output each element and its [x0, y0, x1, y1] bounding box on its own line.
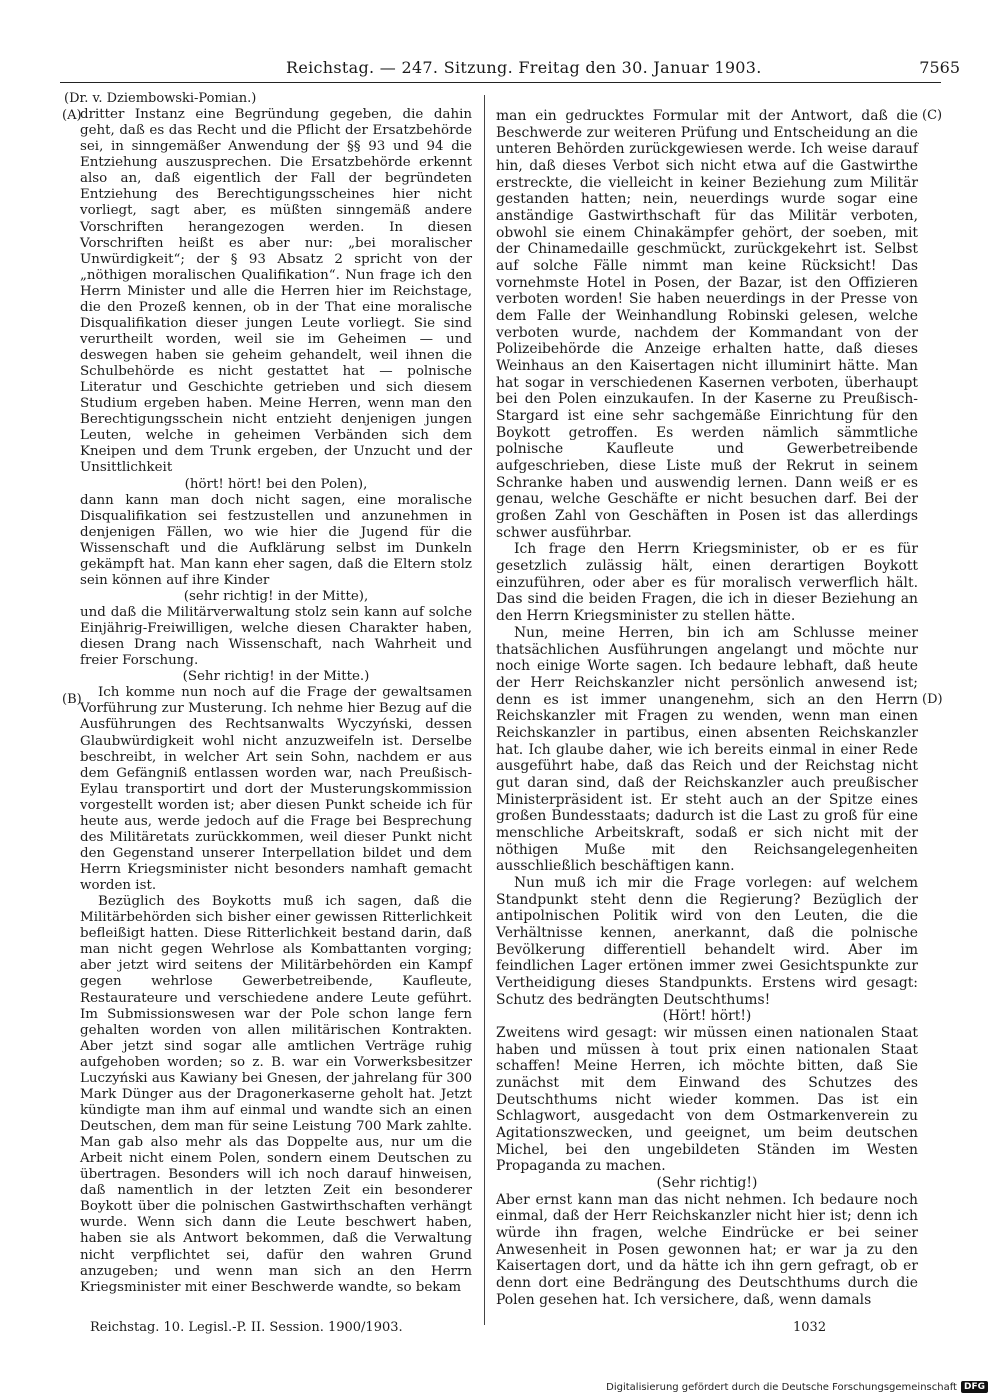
- interjection: (sehr richtig! in der Mitte),: [183, 588, 369, 604]
- paragraph: Aber ernst kann man das nicht nehmen. Ich bedaure noch einmal, daß der Herr Reichskanzler nicht hier ist; denn ich würde ihn fragen, welche Eindrücke er bei seiner Anwesenheit in Posen gewonnen hat; er war ja zu den Kaisertagen dort, und da hätte ich ihn gern gefragt, ob er denn dort eine Bedrängung des Deutschthums durch die Polen gesehen hat. Ich versichere, daß, wenn damals: [496, 1191, 918, 1308]
- page-number: 7565: [919, 58, 960, 77]
- credit-text: Digitalisierung gefördert durch die Deutsche Forschungsgemeinschaft: [606, 1381, 957, 1393]
- paragraph: dann kann man doch nicht sagen, eine moralische Disqualifikation sei festzustellen und anzunehmen in denjenigen Fällen, wo wie hier die Jugend für die Wissenschaft und die Aufklärung selbst im Dunkeln gekämpft hat. Man kann eher sagen, daß die Eltern stolz sein können auf ihre Kinder: [80, 492, 472, 588]
- footer-session-info: Reichstag. 10. Legisl.-P. II. Session. 1900/1903.: [90, 1320, 403, 1335]
- interjection: (hört! hört! bei den Polen),: [184, 476, 368, 492]
- paragraph: man ein gedrucktes Formular mit der Antwort, daß die Beschwerde zur weiteren Prüfung und Entscheidung an die unteren Behörden zurückgewiesen werde. Ich weise darauf hin, daß dieses Verbot sich nicht etwa auf die Gastwirthe erstreckte, die vielleicht in keiner Beziehung zum Militär gestanden hatten; nein, neuerdings wurde sogar eine anständige Gastwirthschaft für das Militär verboten, obwohl sie einem Chinakämpfer gehört, der soeben, mit der Chinamedaille geschmückt, zurückgekehrt ist. Selbst auf solche Fälle nimmt man keine Rücksicht! Das vornehmste Hotel in Posen, der Bazar, ist den Offizieren verboten worden! Sie haben neuerdings in der Presse von dem Falle der Weinhandlung Robinski gelesen, welche verboten wurde, nachdem der Kommandant von der Polizeibehörde die Anzeige erhalten hatte, daß dieses Weinhaus an den Kaisertagen nicht illuminirt hätte. Man hat sogar in verschiedenen Kasernen verboten, überhaupt bei den Polen einzukaufen. In der Kaserne zu Preußisch-Stargard ist eine sehr sachgemäße Einrichtung für den Boykott getroffen. Es werden nämlich sämmtliche polnische Kaufleute und Gewerbetreibende aufgeschrieben, diese Liste muß der Rekrut in seinem Schranke haben und auswendig lernen. Dann weiß er es genau, welche Geschäfte er nicht besuchen darf. Bei der großen Zahl von Geschäften in Posen ist das allerdings schwer ausführbar.: [496, 108, 918, 541]
- interjection: (Sehr richtig! in der Mitte.): [182, 669, 370, 685]
- left-column: [64, 91, 472, 1296]
- paragraph: Nun, meine Herren, bin ich am Schlusse meiner thatsächlichen Ausführungen angelangt und möchte nur noch einige Worte sagen. Ich bedaure lebhaft, daß heute der Herr Reichskanzler nicht persönlich anwesend ist; denn es ist immer unangenehm, sich an den Herrn Reichskanzler mit Fragen zu wenden, wenn man einen Reichskanzler in partibus, einen absenten Reichskanzler hat. Ich glaube daher, wie ich bereits einmal in einer Rede ausgeführt habe, daß das Reich und der Reichstag nicht gut daran sind, daß der Reichskanzler auch preußischer Ministerpräsident ist. Er steht auch an der Spitze eines großen Bundesstaats; dadurch ist die Last zu groß für eine menschliche Arbeitskraft, sodaß er sich nicht mit der nöthigen Muße mit den Reichsangelegenheiten ausschließlich beschäftigen kann.: [496, 624, 918, 875]
- page-header: [246, 58, 960, 80]
- digitization-credit: [606, 1381, 988, 1393]
- margin-letter-b: (B): [62, 692, 82, 707]
- header-title: Reichstag. — 247. Sitzung. Freitag den 30. Januar 1903.: [286, 58, 762, 77]
- margin-letter-d: (D): [922, 692, 943, 707]
- interjection: (Sehr richtig!): [656, 1175, 758, 1191]
- margin-letter-a: (A): [62, 108, 82, 123]
- right-column: [496, 108, 918, 1308]
- footer-sheet-number: 1032: [793, 1320, 827, 1335]
- paragraph: und daß die Militärverwaltung stolz sein kann auf solche Einjährig-Freiwilligen, welche diesen Charakter haben, diesen Drang nach Wissenschaft, nach Wahrheit und freier Forschung.: [80, 605, 472, 669]
- margin-letter-c: (C): [922, 108, 943, 123]
- header-rule: [60, 82, 941, 83]
- paragraph: dritter Instanz eine Begründung gegeben, die dahin geht, daß es das Recht und die Pflicht der Ersatzbehörde sei, in sinngemäßer Anwendung der §§ 93 und 94 die Entziehung auszusprechen. Die Ersatzbehörde erkennt also an, daß eigentlich der Fall der begründeten Entziehung des Berechtigungsscheines hier nicht vorliegt, sagt aber, es müßten sinngemäß andere Vorschriften herangezogen werden. In diesen Vorschriften heißt es aber nur: „bei moralischer Unwürdigkeit“; der § 93 Absatz 2 spricht von der „nöthigen moralischen Qualifikation“. Nun frage ich den Herrn Minister und alle die Herren hier im Reichstage, die den Prozeß kennen, ob in der That eine moralische Disqualifikation dieser jungen Leute vorliegt. Sie sind verurtheilt worden, weil sie im Geheimen — und deswegen haben sie geheim gehandelt, weil ihnen die Schulbehörde es nicht gestattet hat — polnische Literatur und Geschichte getrieben und sich diesem Studium ergeben haben. Meine Herren, wenn man den Berechtigungsschein nicht entzieht denjenigen jungen Leuten, welche in geheimen Verbänden sich dem Kneipen und dem Trunk ergeben, der Unzucht und der Unsittlichkeit: [80, 107, 472, 476]
- paragraph: Bezüglich des Boykotts muß ich sagen, daß die Militärbehörden sich bisher einer gewissen Ritterlichkeit befleißigt hatten. Diese Ritterlichkeit bestand darin, daß man nicht gegen Wehrlose als Kombattanten vorging; aber jetzt wird seitens der Militärbehörden ein Kampf gegen wehrlose Gewerbetreibende, Kaufleute, Restaurateure und verschiedene andere Leute geführt. Im Submissionswesen war der Pole schon lange fern gehalten worden von allen militärischen Kontrakten. Aber jetzt sind sogar alle amtlichen Verträge ruhig aufgehoben worden; so z. B. war ein Vorwerksbesitzer Luczyński aus Kawiany bei Gnesen, der jahrelang für 300 Mark Dünger aus der Dragonerkaserne geholt hat. Jetzt kündigte man ihm auf einmal und wandte sich an einen Deutschen, dem man für seine Leistung 700 Mark zahlte. Man gab also mehr als das Doppelte aus, nur um die Arbeit nicht einem Polen, sondern einem Deutschen zu übertragen. Besonders will ich noch darauf hinweisen, daß namentlich in der letzten Zeit ein besonderer Boykott über die polnischen Gastwirthschaften verhängt wurde. Wenn sich dann die Leute beschwert haben, haben sie als Antwort bekommen, daß die Verwaltung nicht verpflichtet sei, dafür den wahren Grund anzugeben; und wenn man sich an den Herrn Kriegsminister mit einer Beschwerde wandte, so bekam: [80, 894, 472, 1295]
- paragraph: Ich komme nun noch auf die Frage der gewaltsamen Vorführung zur Musterung. Ich nehme hier Bezug auf die Ausführungen des Rechtsanwalts Wyczyński, dessen Glaubwürdigkeit wohl nicht anzuzweifeln ist. Derselbe beschreibt, in welcher Art sein Sohn, nachdem er aus dem Gefängniß entlassen worden war, nach Preußisch-Eylau transportirt und dort der Musterungskommission vorgestellt worden ist; aber diesen Punkt scheide ich für heute aus, werde jedoch auf die Frage bei Besprechung des Militäretats zurückkommen, weil dieser Punkt nicht den Gegenstand unserer Interpellation bildet und dem Herrn Kriegsminister nicht besonders namhaft gemacht worden ist.: [80, 685, 472, 894]
- column-divider: [484, 95, 485, 1325]
- paragraph: Zweitens wird gesagt: wir müssen einen nationalen Staat haben und müssen à tout prix einen nationalen Staat schaffen! Meine Herren, ich möchte bitten, daß Sie zunächst mit dem Einwand des Schutzes des Deutschthums nicht wieder kommen. Das ist ein Schlagwort, ausgedacht von dem Ostmarkenverein zu Agitationszwecken, und geeignet, um beim deutschen Michel, bei den ungebildeten Ständen im Westen Propaganda zu machen.: [496, 1024, 918, 1175]
- paragraph: Nun muß ich mir die Frage vorlegen: auf welchem Standpunkt steht denn die Regierung? Bezüglich der antipolnischen Politik wird von den Leuten, die die Verhältnisse kennen, anerkannt, daß die polnische Bevölkerung differentiell behandelt wird. Aber im feindlichen Lager ertönen immer zwei Gesichtspunkte zur Vertheidigung dieses Standpunkts. Erstens wird gesagt: Schutz des bedrängten Deutschthums!: [496, 874, 918, 1008]
- interjection: (Hört! hört!): [662, 1008, 752, 1025]
- dfg-logo: DFG: [961, 1381, 988, 1393]
- speaker-attribution: (Dr. v. Dziembowski-Pomian.): [64, 91, 257, 106]
- paragraph: Ich frage den Herrn Kriegsminister, ob er es für gesetzlich zulässig hält, einen derartigen Boykott einzuführen, oder aber es für moralisch verwerflich hält. Das sind die beiden Fragen, die ich in dieser Beziehung an den Herrn Kriegsminister zu stellen hätte.: [496, 541, 918, 625]
